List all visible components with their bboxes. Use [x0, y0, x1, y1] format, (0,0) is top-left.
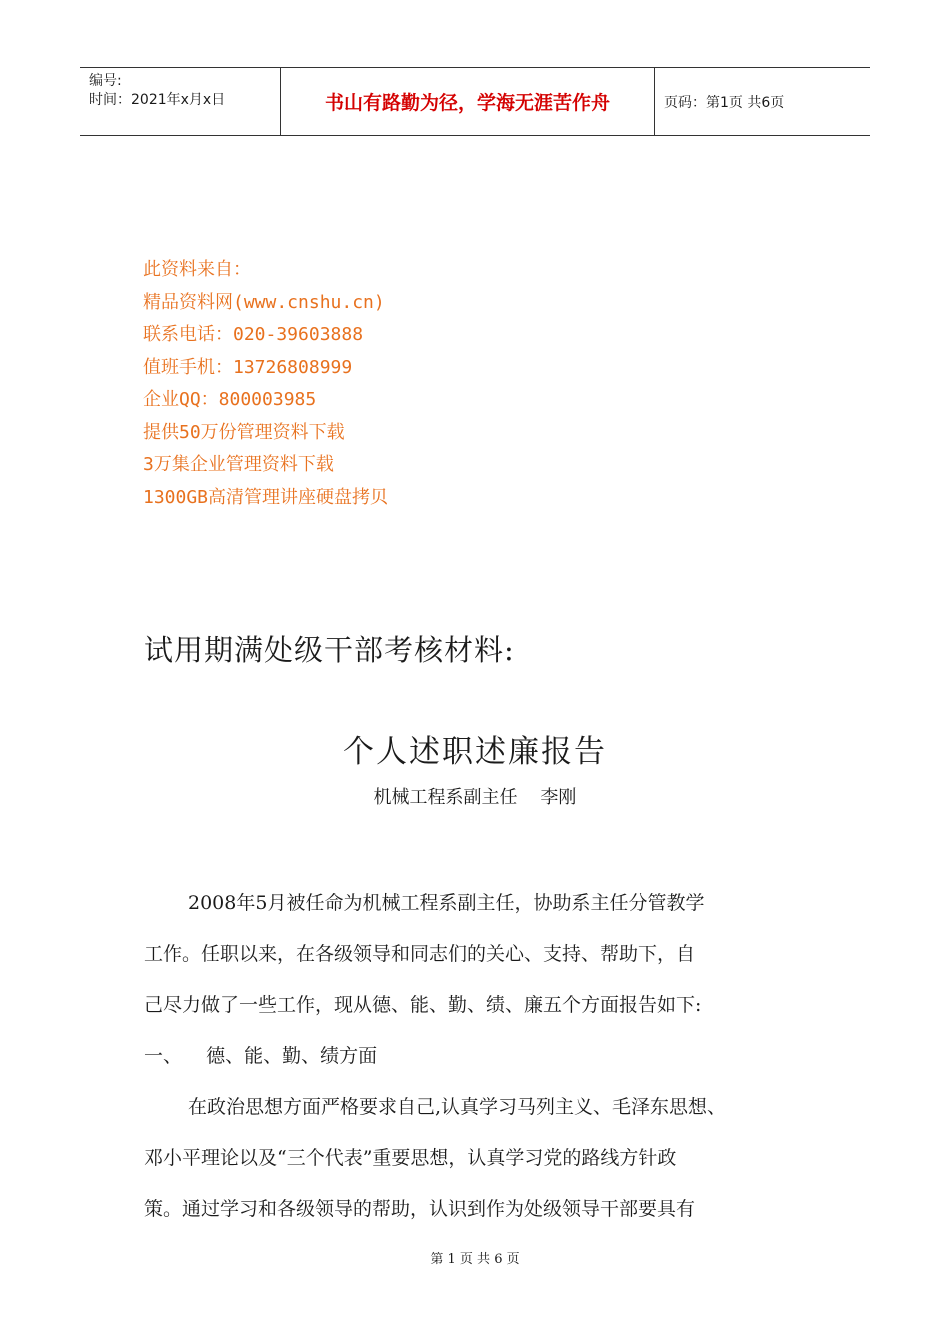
body-line: 在政治思想方面严格要求自己,认真学习马列主义、毛泽东思想、 [188, 1096, 727, 1118]
page-footer: 第 1 页 共 6 页 [430, 1252, 520, 1267]
source-info-block [143, 254, 388, 514]
source-line: 精品资料网(www.cnshu.cn) [143, 291, 385, 313]
body-line: 工作。任职以来，在各级领导和同志们的关心、支持、帮助下，自 [144, 943, 696, 965]
source-line: 1300GB高清管理讲座硬盘拷贝 [143, 486, 389, 508]
header-meta [80, 68, 281, 135]
source-line: 3万集企业管理资料下载 [143, 454, 334, 475]
section-heading: 一、 德、能、勤、绩方面 [144, 1045, 378, 1067]
source-line: 提供50万份管理资料下载 [143, 421, 345, 443]
header-motto: 书山有路勤为径，学海无涯苦作舟 [281, 68, 655, 135]
number-label: 编号: [89, 73, 122, 89]
source-line: 企业QQ：800003985 [143, 389, 317, 410]
time-label: 时间：2021年x月x日 [89, 92, 226, 108]
page-header [80, 67, 870, 136]
body-line: 策。通过学习和各级领导的帮助，认识到作为处级领导干部要具有 [144, 1198, 696, 1220]
body-line: 2008年5月被任命为机械工程系副主任，协助系主任分管教学 [188, 892, 705, 914]
document-main-title: 试用期满处级干部考核材料: [144, 633, 515, 667]
source-line: 值班手机：13726808999 [143, 356, 353, 378]
document-sub-title: 个人述职述廉报告 [343, 734, 607, 770]
document-body [144, 878, 814, 1235]
document-author: 机械工程系副主任 李刚 [373, 787, 577, 808]
body-line: 己尽力做了一些工作，现从德、能、勤、绩、廉五个方面报告如下: [144, 994, 702, 1016]
source-line: 此资料来自： [143, 259, 251, 280]
header-page-label: 页码：第1页 共6页 [664, 94, 785, 111]
source-line: 联系电话：020-39603888 [143, 324, 364, 345]
body-line: 邓小平理论以及“三个代表”重要思想，认真学习党的路线方针政 [144, 1147, 677, 1169]
